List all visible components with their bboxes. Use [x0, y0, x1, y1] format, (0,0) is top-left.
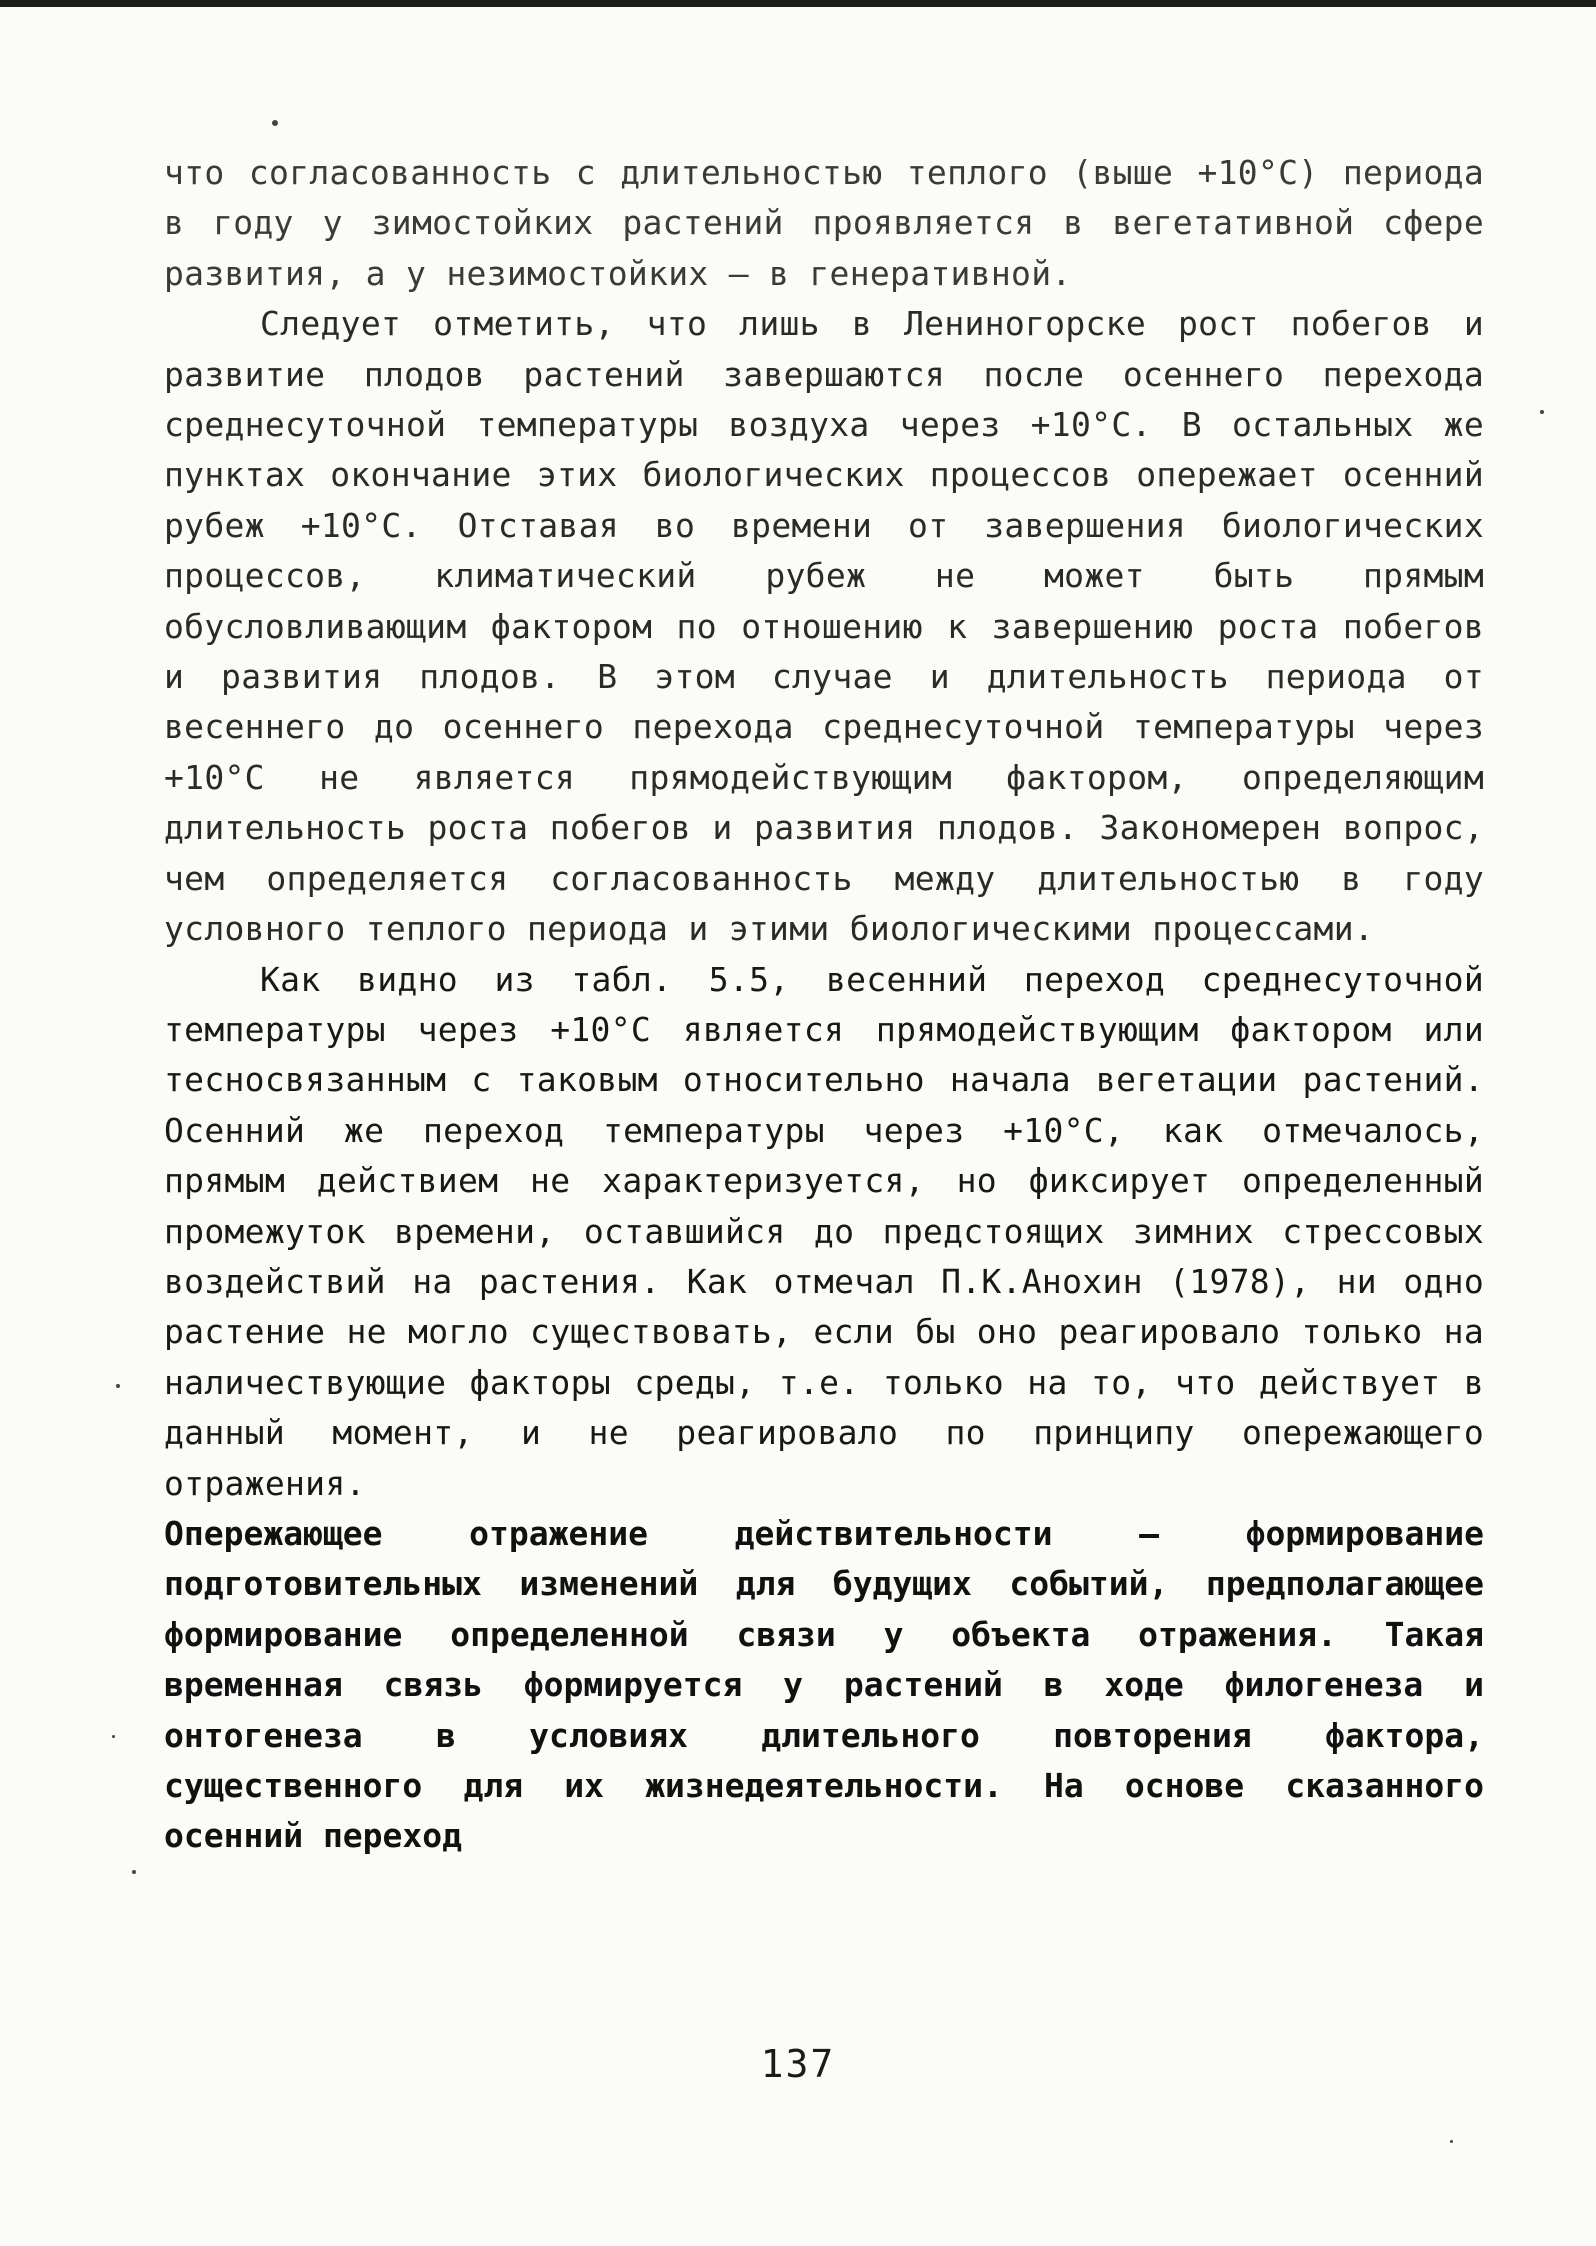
paragraph: Следует отметить, что лишь в Лениногорске рост побегов и развитие плодов растений завершаются после осеннего перехода среднесуточной температуры воздуха через +10°С. В остальных же пунктах окончание этих биологических процессов опережает осенний рубеж +10°С. Отставая во времени от завершения биологических процессов, климатический рубеж не может быть прямым обусловливающим фактором по отношению к завершению роста побегов и развития плодов. В этом случае и длительность периода от весеннего до осеннего перехода среднесуточной температуры через +10°С не является прямодействующим фактором, определяющим длительность роста побегов и развития плодов. Закономерен вопрос, чем определяется согласованность между длительностью в году условного теплого периода и этими биологическими процессами.: [164, 304, 1484, 949]
page-number: 137: [760, 2042, 836, 2086]
paragraph: Как видно из табл. 5.5, весенний переход среднесуточной температуры через +10°С является прямодействующим фактором или тесносвязанным с таковым относительно начала вегетации растений. Осенний же переход температуры через +10°С, как отмечалось, прямым действием не характеризуется, но фиксирует определенный промежуток времени, оставшийся до предстоящих зимних стрессовых воздействий на растения. Как отмечал П.К.Анохин (1978), ни одно растение не могло существовать, если бы оно реагировало только на наличествующие факторы среды, т.е. только на то, что действует в данный момент, и не реагировало по принципу опережающего отражения.: [164, 959, 1484, 1503]
scan-speck: [272, 120, 278, 126]
scan-speck: [132, 1870, 136, 1874]
scan-top-edge: [0, 0, 1596, 7]
paragraph: что согласованность с длительностью теплого (выше +10°С) периода в году у зимостойких растений проявляется в вегетативной сфере развития, а у незимостойких – в генеративной.: [164, 153, 1484, 293]
paragraph: Опережающее отражение действительности – формирование подготовительных изменений для будущих событий, предполагающее формирование определенной связи у объекта отражения. Такая временная связь формируется у растений в ходе филогенеза и онтогенеза в условиях длительного повторения фактора, существенного для их жизнедеятельности. На основе сказанного осенний переход: [164, 1513, 1484, 1856]
scan-speck: [116, 1384, 120, 1388]
scan-speck: [112, 1735, 115, 1738]
scan-speck: [1450, 2140, 1453, 2143]
page-body: [164, 148, 1484, 1862]
scan-speck: [1540, 410, 1544, 414]
